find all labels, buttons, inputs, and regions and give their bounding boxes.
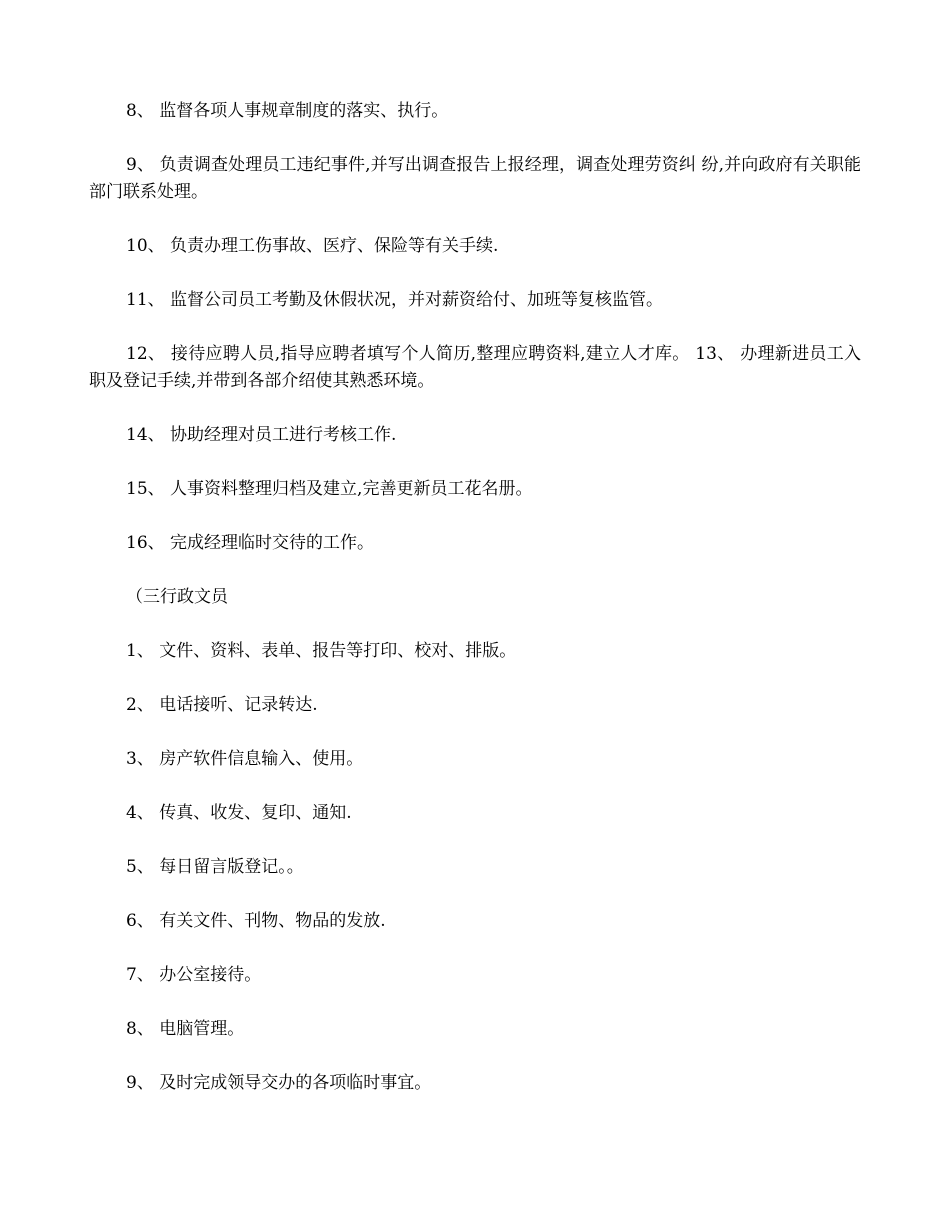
list-item-admin-4: 4、 传真、收发、复印、通知. xyxy=(126,803,352,823)
list-item-admin-7: 7、 办公室接待。 xyxy=(126,965,262,985)
section-heading-admin-clerk: （三行政文员 xyxy=(126,587,228,607)
list-item-admin-1: 1、 文件、资料、表单、报告等打印、校对、排版。 xyxy=(126,641,517,661)
list-item-hr-9: 9、 负责调查处理员工违纪事件,并写出调查报告上报经理，调查处理劳资纠 纷,并向政府有关职能部门联系处理。 xyxy=(89,155,861,202)
list-item-admin-8: 8、 电脑管理。 xyxy=(126,1019,245,1039)
list-item-hr-12-13: 12、 接待应聘人员,指导应聘者填写个人简历,整理应聘资料,建立人才库。 13、 办理新进员工入职及登记手续,并带到各部介绍使其熟悉环境。 xyxy=(89,344,861,391)
document-body xyxy=(89,98,861,1124)
list-item-admin-3: 3、 房产软件信息输入、使用。 xyxy=(126,749,364,769)
list-item-hr-8: 8、 监督各项人事规章制度的落实、执行。 xyxy=(126,101,449,121)
list-item-hr-15: 15、 人事资料整理归档及建立,完善更新员工花名册。 xyxy=(126,479,533,499)
list-item-hr-14: 14、 协助经理对员工进行考核工作. xyxy=(126,425,397,445)
list-item-admin-9: 9、 及时完成领导交办的各项临时事宜。 xyxy=(126,1073,432,1093)
list-item-hr-11: 11、 监督公司员工考勤及休假状况，并对薪资给付、加班等复核监管。 xyxy=(126,290,664,310)
list-item-admin-2: 2、 电话接听、记录转达. xyxy=(126,695,318,715)
list-item-hr-10: 10、 负责办理工伤事故、医疗、保险等有关手续. xyxy=(126,236,499,256)
list-item-hr-16: 16、 完成经理临时交待的工作。 xyxy=(126,533,375,553)
list-item-admin-6: 6、 有关文件、刊物、物品的发放. xyxy=(126,911,386,931)
list-item-admin-5: 5、 每日留言版登记。。 xyxy=(126,857,304,877)
